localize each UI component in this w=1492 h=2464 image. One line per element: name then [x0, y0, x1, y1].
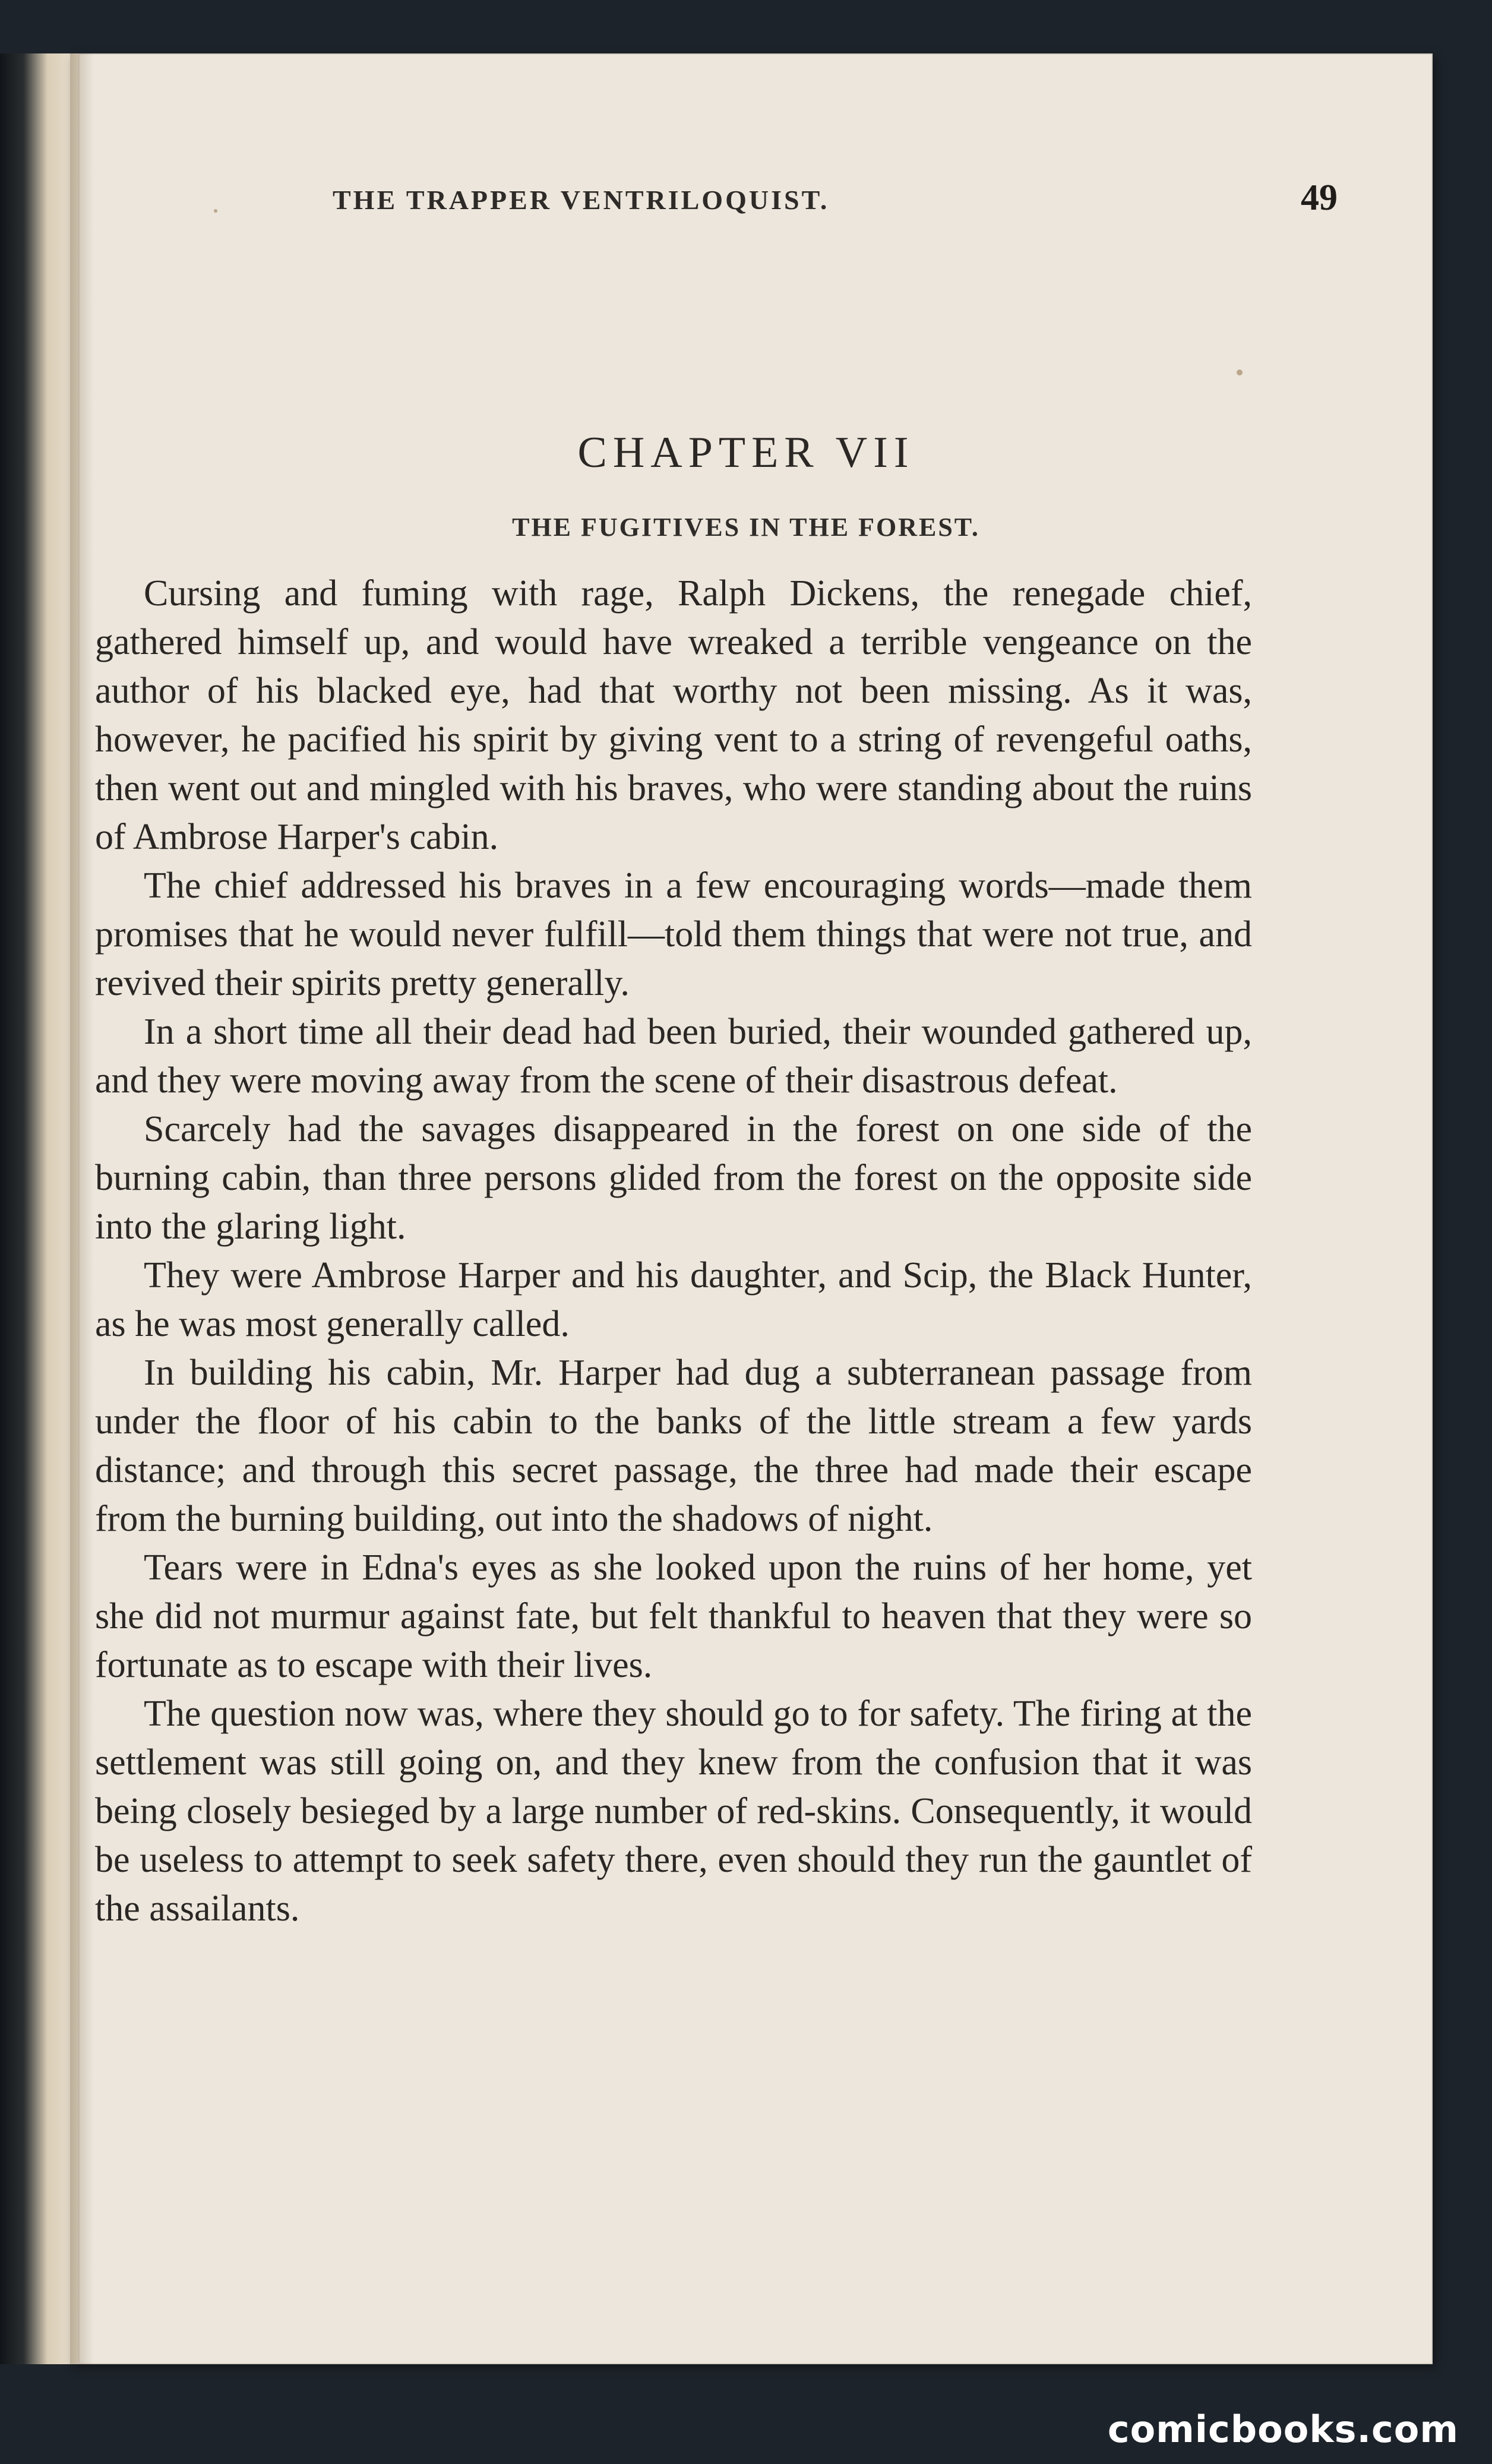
paragraph: The chief addressed his braves in a few encouraging words—made them promises that he would never fulfill—told them things that were not true, and revived their spirits pretty generally. — [95, 865, 1252, 1003]
ink-spot — [214, 209, 217, 213]
paragraph: Tears were in Edna's eyes as she looked upon the ruins of her home, yet she did not murmur against fate, but felt thankful to heaven that they were so fortunate as to escape with their lives. — [95, 1547, 1252, 1685]
book-spine-gutter — [0, 53, 70, 2364]
chapter-title: CHAPTER VII — [577, 428, 915, 477]
chapter-body — [95, 569, 1252, 1933]
paragraph: Scarcely had the savages disappeared in the forest on one side of the burning cabin, than three persons glided from the forest on the opposite side into the glaring light. — [95, 1109, 1252, 1247]
paragraph: In building his cabin, Mr. Harper had dug a subterranean passage from under the floor of his cabin to the banks of the little stream a few yards distance; and through this secret passage, the three had made their escape from the burning building, out into the shadows of night. — [95, 1353, 1252, 1539]
page-number: 49 — [1301, 178, 1338, 218]
paragraph: In a short time all their dead had been buried, their wounded gathered up, and they were moving away from the scene of their disastrous defeat. — [95, 1012, 1252, 1101]
running-header-title: THE TRAPPER VENTRILOQUIST. — [333, 185, 830, 215]
paragraph: Cursing and fuming with rage, Ralph Dickens, the renegade chief, gathered himself up, and would have wreaked a terrible vengeance on the author of his blacked eye, had that worthy not been missing. As it was, however, he pacified his spirit by giving vent to a string of revengeful oaths, then went out and mingled with his braves, who were standing about the ruins of Ambrose Harper's cabin. — [95, 573, 1252, 857]
paragraph: They were Ambrose Harper and his daughter, and Scip, the Black Hunter, as he was most generally called. — [95, 1255, 1252, 1344]
site-watermark: comicbooks.com — [1107, 2408, 1459, 2451]
page-edge-shadow — [70, 53, 94, 2364]
chapter-subtitle: THE FUGITIVES IN THE FOREST. — [512, 513, 980, 542]
ink-spot — [1237, 369, 1243, 375]
paragraph: The question now was, where they should go to for safety. The firing at the settlement was still going on, and they knew from the confusion that it was being closely besieged by a large number of red-skins. Consequently, it would be useless to attempt to seek safety there, even should they run the gauntlet of the assailants. — [95, 1694, 1252, 1929]
